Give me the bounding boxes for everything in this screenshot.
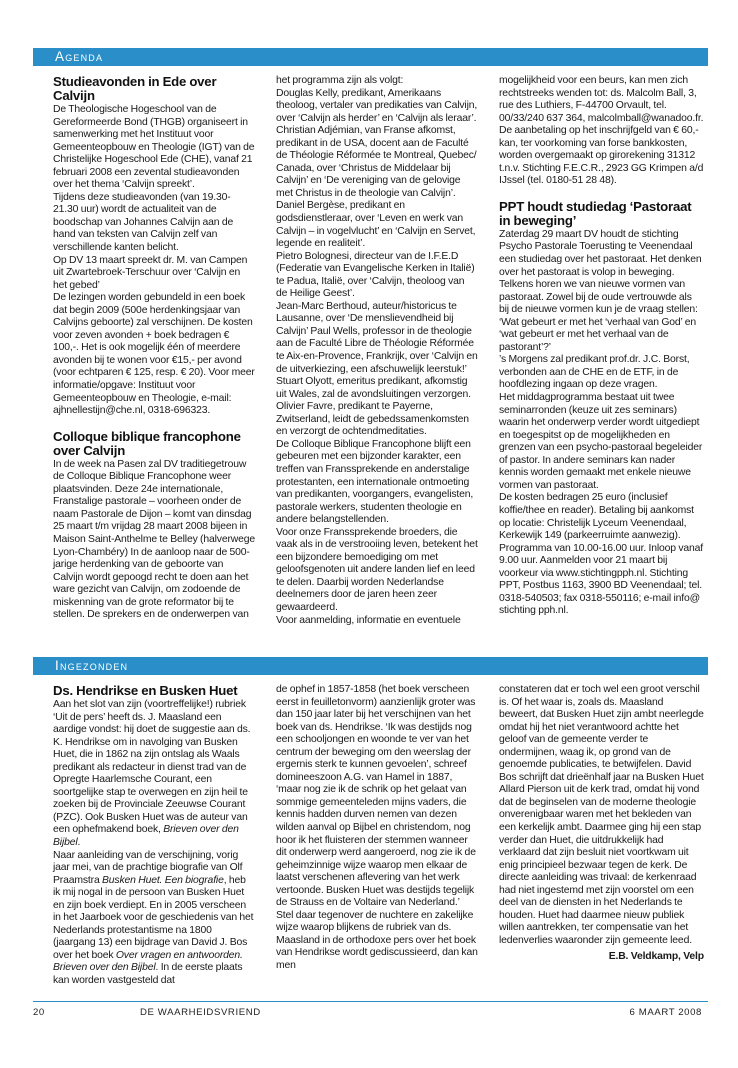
spacer <box>53 418 255 430</box>
book-title-italic: Over vragen en antwoorden. Brieven over den Bijbel <box>53 949 243 974</box>
article-paragraph: Pietro Bolognesi, directeur van de I.F.E.D (Federatie van Evangelische Kerken in Italië) te Padua, Italië, over ‘Calvijn, theoloog van de Heilige Geest’. <box>276 250 475 300</box>
article-title-ppt: PPT houdt studiedag ‘Pastoraat in beweging’ <box>499 198 692 228</box>
article-paragraph: Op DV 13 maart spreekt dr. M. van Campen uit Zwartebroek-Terschuur over ‘Calvijn en het gebed’ <box>53 254 248 291</box>
issue-date: 6 MAART 2008 <box>629 1007 702 1018</box>
ingezonden-column-3 <box>499 684 704 964</box>
article-paragraph: Zaterdag 29 maart DV houdt de stichting Psycho Pastorale Toerusting te Veenendaal een studiedag over het pastoraat. Het denken over het pastoraat is volop in beweging. Telkens horen we van nieuwe vormen van pastoraat. Zowel bij de oude vertrouwde als bij de nieuwe vormen kun je de vraag stellen: ‘Wat gebeurt er met het ‘verhaal van God’ en ‘wat gebeurt er met het verhaal van de pastorant’?’ <box>499 228 702 353</box>
article-paragraph: Tijdens deze studieavonden (van 19.30-21.30 uur) wordt de actualiteit van de boodschap van Johannes Calvijn aan de hand van teksten van Calvijn zelf van verschillende kanten belicht. <box>53 191 234 254</box>
ingezonden-column-1 <box>53 684 255 988</box>
book-title-italic: Busken Huet. Een biografie <box>102 874 224 886</box>
article-paragraph: De kosten bedragen 25 euro (inclusief koffie/thee en reader). Betaling bij aankomst op locatie: Christelijk Lyceum Veenendaal, Kerkewijk 149 (parkeerruimte aanwezig). Programma van 10.00-16.00 uur. Inloop vanaf 9.00 uur. Aanmelden voor 21 maart bij voorkeur via www.stichtingpph.nl. Stichting PPT, Postbus 1163, 3900 BD Veenendaal; tel. 0318-540503; fax 0318-550116; e-mail info@ stichting pph.nl. <box>499 492 704 617</box>
article-paragraph: ’s Morgens zal predikant prof.dr. J.C. Borst, verbonden aan de CHE en de ETF, in de hoofdlezing ingaan op deze vragen. <box>499 354 690 391</box>
letter-paragraph <box>53 850 255 988</box>
page-number: 20 <box>33 1007 45 1018</box>
text-run: Aan het slot van zijn (voortreffelijke!) rubriek ‘Uit de pers’ heeft ds. J. Maasland een aardige vondst: hij doet de suggestie aan ds. K. Hendrikse om in navolging van Busken Huet, die in 1862 na zijn ontslag als Waals predikant als redacteur in dienst trad van de Opregte Haarlemsche Courant, een soortgelijke stap te overwegen en zijn heil te zoeken bij de Provinciale Zeeuwse Courant (PZC). Ook Busken Huet was de auteur van een ophefmakend boek, <box>53 699 251 836</box>
letter-paragraph: de ophef in 1857-1858 (het boek verscheen eerst in feuilletonvorm) aanzienlijk groter was dan 150 jaar later bij het verschijnen van het boek van ds. Hendrikse. ‘Ik was destijds nog een schooljongen en woonde te ver van het centrum der beweging om den weerslag der ergernis sterk te kunnen gevoelen’, schreef domineeszoon A.G. van Hamel in 1887, ‘maar nog zie ik de schrik op het gelaat van sommige gemeenteleden mijns vaders, die kennis hadden durven nemen van dezen wilden aanval op Bijbel en christendom, nog hoor ik het fluisteren der stemmen wanneer dit onderwerp werd aangeroerd, nog zie ik de geheimzinnige wijze waarop men elkaar de laatst verschenen aflevering van het werk vertoonde. Busken Huet was destijds tegelijk de Strauss en de Voltaire van Nederland.’ Stel daar tegenover de nuchtere en zakelijke wijze waarop blijkens de rubriek van ds. Maasland in de orthodoxe pers over het boek van Hendrikse wordt gediscussieerd, dan kan men <box>276 684 478 972</box>
article-title-studieavonden: Studieavonden in Ede over Calvijn <box>53 74 217 103</box>
article-paragraph: De lezingen worden gebundeld in een boek dat begin 2009 (500e herdenkingsjaar van Calvijns geboorte) zal verschijnen. De kosten voor zeven avonden + boek bedragen € 100,-. Het is ook mogelijk één of meerdere avonden bij te wonen voor €15,- per avond (voor echtparen € 125, resp. € 20). Voor meer informatie/opgave: Instituut voor Gemeenteopbouw en Theologie, e-mail: ajhnellestijn@che.nl, 0318-696323. <box>53 292 255 417</box>
author-signature: E.B. Veldkamp, Velp <box>608 951 704 963</box>
article-paragraph: In de week na Pasen zal DV traditiegetrouw de Colloque Biblique Francophone weer plaatsvinden. Deze 24e internationale, Franstalige pastorale – voorheen onder de naam Pastorale de Dijon – komt van dinsdag 25 maart t/m vrijdag 28 maart 2008 bijeen in Maison Saint-Anthelme te Belley (halverwege Lyon-Chambéry) In de aanloop naar de 500-jarige herdenking van de geboorte van Calvijn wordt gepoogd recht te doen aan het ware gezicht van Calvijn, om zodoende de miskenning van de grote reformator bij te stellen. De sprekers en de onderwerpen van <box>53 458 255 621</box>
article-paragraph: het programma zijn als volgt: <box>276 75 404 86</box>
agenda-column-3 <box>499 75 704 618</box>
agenda-column-2 <box>276 75 478 627</box>
article-paragraph: Het middagprogramma bestaat uit twee seminarronden (keuze uit zes seminars) waarin het onderwerp verder wordt uitgediept en toegespitst op de mogelijkheden en grenzen van een psycho-pastoraal begeleider of pastor. In andere seminars kan nader kennis worden gemaakt met enkele nieuwe vormen van pastoraat. <box>499 392 703 491</box>
article-paragraph: Christian Adjémian, van Franse afkomst, predikant in de USA, docent aan de Faculté de Théologie Réformée te Montreal, Quebec/ Canada, over ‘Christus de Middelaar bij Calvijn’ en ‘De vereniging van de gelovige met Christus in de theologie van Calvijn’. <box>276 125 477 199</box>
article-title-colloque: Colloque biblique francophone over Calvijn <box>53 428 241 458</box>
text-run: , heb ik mij nogal in de persoon van Busken Huet en zijn boek verdiept. En in 2005 verscheen in het Jaarboek voor de geschiedenis van het Nederlands protestantisme na 1800 (jaargang 13) een bijdrage van David J. Bos over het boek <box>53 874 254 961</box>
agenda-section-bar <box>33 48 708 66</box>
text-run: . <box>77 837 81 849</box>
article-paragraph: mogelijkheid voor een beurs, kan men zich rechtstreeks wenden tot: ds. Malcolm Ball, 3, rue des Luthiers, F-44700 Orvault, tel. 00/33/240 637 364, malcolmball@wanadoo.fr. <box>499 75 704 124</box>
article-paragraph: Voor onze Franssprekende broeders, die vaak als in de verstrooiing leven, betekent het een bijzondere bemoediging om met geloofsgenoten uit andere landen lief en leed te delen. Daarbij worden Nederlandse deelnemers door de jaren heen zeer gewaardeerd. <box>276 526 478 613</box>
letter-paragraph <box>53 699 255 850</box>
article-paragraph: Douglas Kelly, predikant, Amerikaans theoloog, vertaler van predikaties van Calvijn, over ‘Calvijn als herder’ en ‘Calvijn als leraar’. <box>276 87 478 124</box>
ingezonden-column-2 <box>276 684 478 973</box>
ingezonden-section-bar <box>33 657 708 675</box>
footer-rule <box>33 1001 708 1002</box>
article-paragraph: De aanbetaling op het inschrijfgeld van € 60,- kan, ter voorkoming van forse bankkosten, worden overgemaakt op girorekening 31312 t.n.v. Stichting F.E.C.R., 2923 GG Krimpen a/d IJssel (tel. 0180-51 28 48). <box>499 125 704 187</box>
agenda-section-label: Agenda <box>55 49 104 64</box>
text-run: . In de eerste plaats kan worden vastgesteld dat <box>53 962 243 987</box>
text-run: Naar aanleiding van de verschijning, vorig jaar mei, van de prachtige biografie van Olf Praamstra <box>53 849 243 886</box>
publication-name: DE WAARHEIDSVRIEND <box>140 1007 261 1018</box>
book-title-italic: Brieven over den Bijbel <box>53 824 239 849</box>
article-paragraph: Voor aanmelding, informatie en eventuele <box>276 614 461 626</box>
letter-paragraph: constateren dat er toch wel een groot verschil is. Of het waar is, zoals ds. Maasland beweert, dat Busken Huet zijn ambt neerlegde omdat hij het niet verantwoord achtte het geloof van de gemeente verder te ondermijnen, waag ik, op grond van de genoemde publicaties, te betwijfelen. David Bos schrijft dat drieënhalf jaar na Busken Huet Allard Pierson uit de kerk trad, omdat hij vond dat de beginselen van de moderne theologie onverenigbaar waren met het bekleden van een kerkelijk ambt. Daarmee ging hij een stap verder dan Huet, die uitdrukkelijk had verklaard dat zijn besluit niet voortkwam uit enig principieel bezwaar tegen de kerk. De directe aanleiding was trivaal: de kerkenraad had niet ingestemd met zijn voorstel om een deel van de diensten in het Nederlands te houden. Huet had daarmee nieuw publiek willen aantrekken, ter compensatie van het ledenverlies waaronder zijn gemeente leed. <box>499 684 704 946</box>
article-paragraph: Jean-Marc Berthoud, auteur/historicus te Lausanne, over ‘De menslievendheid bij Calvijn’ Paul Wells, professor in de theologie aan de Faculté Libre de Théologie Réformée te Aix-en-Provence, Frankrijk, over ‘Calvijn en de uitverkiezing, een afschuwelijk leerstuk!’ Stuart Olyott, emeritus predikant, afkomstig uit Wales, zal de avondsluitingen verzorgen. Olivier Favre, predikant te Payerne, Zwitserland, leidt de gebedssamenkomsten en verzorgt de ochtendmeditaties. <box>276 300 478 438</box>
article-paragraph: De Theologische Hogeschool van de Gereformeerde Bond (THGB) organiseert in samenwerking met het Instituut voor Gemeenteopbouw en Theologie (IGT) van de Christelijke Hogeschool Ede (CHE), vanaf 21 februari 2008 een zevental studieavonden over het thema ‘Calvijn spreekt’. <box>53 104 255 191</box>
article-paragraph: De Colloque Biblique Francophone blijft een gebeuren met een bijzonder karakter, een treffen van Franssprekende en anderstalige protestanten, een internationale ontmoeting van predikanten, voorgangers, evangelisten, pastorale werkers, studenten theologie en andere belangstellenden. <box>276 438 474 526</box>
article-paragraph: Daniel Bergèse, predikant en godsdienstleraar, over ‘Leven en werk van Calvijn – in vogelvlucht’ en ‘Calvijn en Servet, legende en realiteit’. <box>276 200 476 250</box>
agenda-column-1 <box>53 75 255 622</box>
letter-title: Ds. Hendrikse en Busken Huet <box>53 683 238 698</box>
ingezonden-section-label: Ingezonden <box>55 658 129 673</box>
